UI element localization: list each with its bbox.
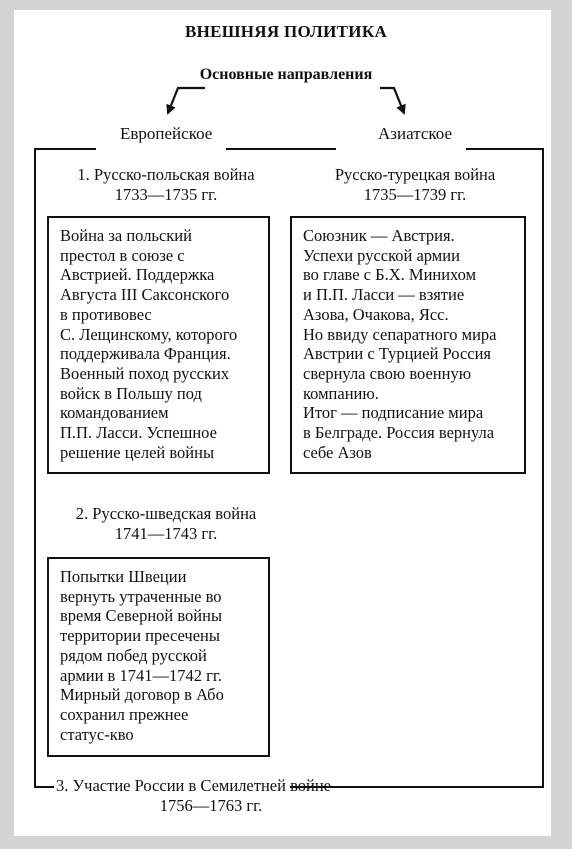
asian-war-line: Итог — подписание мира (303, 403, 484, 423)
war1-line: Августа III Саксонского (60, 285, 230, 305)
war3-title: 3. Участие России в Семилетней войне (56, 776, 331, 795)
asian-war-line: Союзник — Австрия. (303, 226, 455, 245)
frame-junction (334, 148, 336, 150)
war1-years: 1733—1735 гг. (114, 185, 218, 204)
frame-right-lower-line (542, 486, 544, 788)
war1-line: войск в Польшу под (60, 383, 202, 403)
asian-war-line: Но ввиду сепаратного мира (303, 324, 497, 344)
war2-heading (46, 504, 286, 544)
asian-war-description-box (290, 216, 526, 474)
war1-title: 1. Русско-польская война (77, 165, 255, 184)
branch-asian-label: Азиатское (378, 124, 453, 143)
war1-line: Австрией. Поддержка (60, 265, 215, 285)
war3-years: 1756—1763 гг. (159, 796, 263, 815)
branch-european-label: Европейское (120, 124, 213, 143)
asian-war-line: во главе с Б.Х. Минихом (303, 265, 477, 285)
war1-line: Война за польский (60, 226, 192, 245)
frame-top-middle-line (226, 148, 336, 150)
war1-line: Военный поход русских (60, 363, 230, 383)
war1-line: решение целей войны (60, 442, 215, 462)
war2-line: вернуть утраченные во (60, 586, 222, 606)
war1-line: командованием (60, 403, 169, 423)
frame-top-right-tick (466, 148, 544, 150)
asian-war-years: 1735—1739 гг. (363, 185, 467, 204)
war1-heading (46, 165, 286, 205)
war2-line: Мирный договор в Або (60, 685, 224, 705)
asian-war-line: в Белграде. Россия вернула (303, 423, 495, 443)
war2-title: 2. Русско-шведская война (75, 504, 257, 523)
war2-line: территории пресечены (60, 626, 220, 646)
war1-line: престол в союзе с (60, 245, 185, 265)
war2-line: армии в 1741—1742 гг. (60, 665, 222, 685)
war2-line: рядом побед русской (60, 645, 207, 665)
war2-line: сохранил прежнее (60, 704, 189, 724)
frame-left-line (34, 148, 36, 788)
asian-war-line: и П.П. Ласси — взятие (303, 285, 465, 305)
war3-heading (56, 776, 366, 816)
war2-line: статус-кво (60, 724, 134, 744)
war1-line: С. Лещинскому, которого (60, 324, 238, 344)
asian-war-line: свернула свою военную (303, 363, 472, 383)
asian-war-line: Австрии с Турцией Россия (303, 344, 492, 364)
arrow-right (380, 88, 404, 113)
war2-years: 1741—1743 гг. (114, 524, 218, 543)
asian-war-line: себе Азов (303, 442, 372, 462)
asian-war-line: Успехи русской армии (303, 245, 460, 265)
asian-war-line: компанию. (303, 383, 379, 403)
frame-bottom-left-tick (34, 786, 54, 788)
frame-right-line (542, 148, 544, 488)
diagram-subtitle: Основные направления (199, 66, 373, 83)
frame-top-left-tick (34, 148, 96, 150)
asian-war-heading (300, 165, 530, 205)
war1-line: П.П. Ласси. Успешное (60, 423, 217, 443)
war1-description-box (47, 216, 270, 474)
diagram-title: ВНЕШНЯЯ ПОЛИТИКА (184, 22, 388, 41)
war1-line: поддерживала Франция. (60, 344, 231, 364)
war2-line: время Северной войны (60, 606, 223, 626)
asian-war-line: Азова, Очакова, Ясс. (303, 304, 449, 324)
war2-line: Попытки Швеции (60, 567, 187, 586)
asian-war-title: Русско-турецкая война (334, 165, 496, 184)
arrow-left (168, 88, 205, 113)
war1-line: в противовес (60, 304, 152, 324)
war2-description-box (47, 557, 270, 757)
